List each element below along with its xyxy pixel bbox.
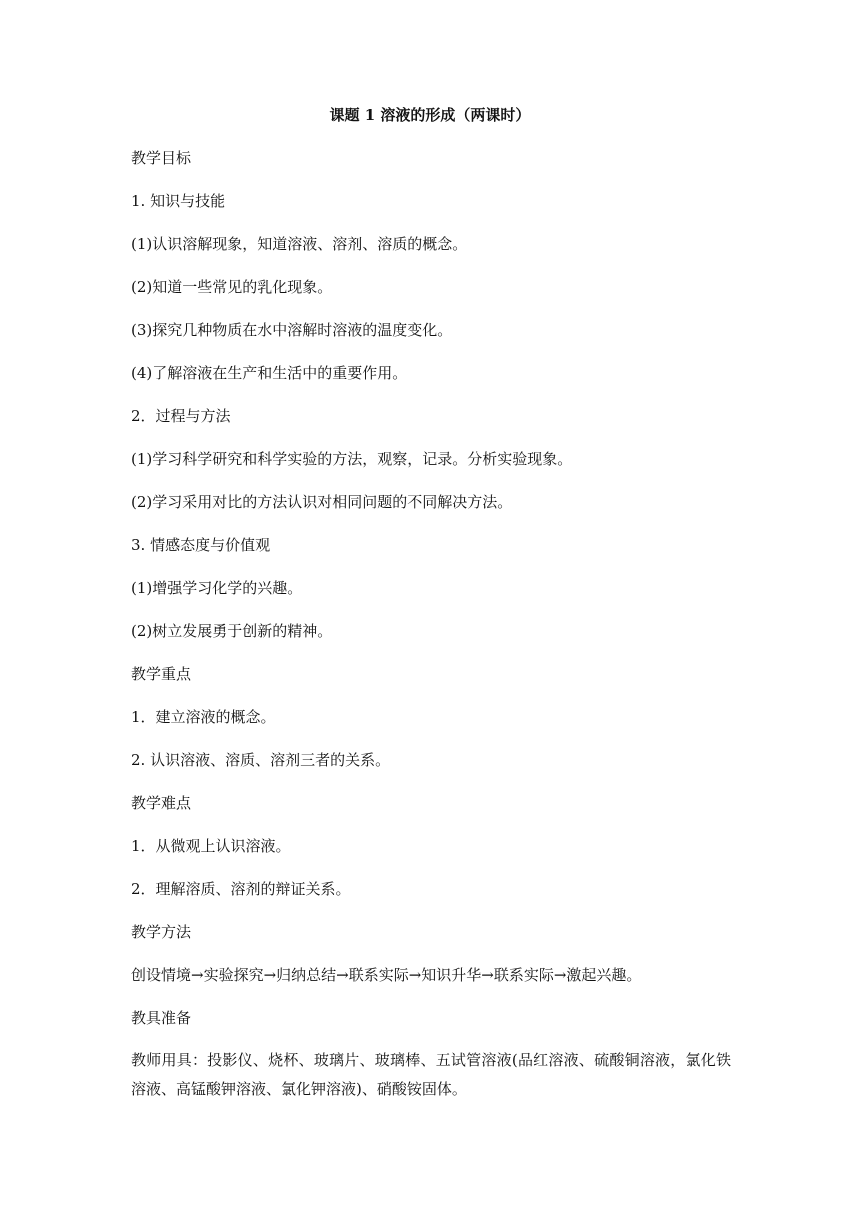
teaching-aids-paragraph: 教师用具：投影仪、烧杯、玻璃片、玻璃棒、五试管溶液(品红溶液、硫酸铜溶液，氯化铁溶液、高锰酸钾溶液、氯化钾溶液)、硝酸铵固体。 [131, 1051, 731, 1098]
heading-difficulties: 教学难点 [131, 794, 192, 812]
heading-teaching-objectives: 教学目标 [131, 149, 192, 167]
heading-key-points: 教学重点 [131, 665, 192, 683]
objective-item: (3)探究几种物质在水中溶解时溶液的温度变化。 [131, 321, 453, 339]
objective-item: (1)学习科学研究和科学实验的方法，观察，记录。分析实验现象。 [131, 450, 573, 468]
objective-item: (4)了解溶液在生产和生活中的重要作用。 [131, 364, 408, 382]
key-point-item: 2. 认识溶液、溶质、溶剂三者的关系。 [131, 751, 391, 769]
heading-teaching-aids: 教具准备 [131, 1009, 192, 1027]
objective-item: (2)学习采用对比的方法认识对相同问题的不同解决方法。 [131, 493, 513, 511]
difficulty-item: 2．理解溶质、溶剂的辩证关系。 [131, 880, 351, 898]
objective-item: (1)认识溶解现象，知道溶液、溶剂、溶质的概念。 [131, 235, 468, 253]
objective-item: (1)增强学习化学的兴趣。 [131, 579, 303, 597]
document-title: 课题 1 溶液的形成（两课时） [329, 106, 531, 124]
teaching-method-text: 创设情境→实验探究→归纳总结→联系实际→知识升华→联系实际→激起兴趣。 [131, 966, 642, 984]
subheading-process-method: 2．过程与方法 [131, 407, 231, 425]
subheading-knowledge-skills: 1. 知识与技能 [131, 192, 226, 210]
subheading-attitude-values: 3. 情感态度与价值观 [131, 536, 271, 554]
objective-item: (2)树立发展勇于创新的精神。 [131, 622, 333, 640]
heading-teaching-methods: 教学方法 [131, 923, 192, 941]
key-point-item: 1．建立溶液的概念。 [131, 708, 276, 726]
difficulty-item: 1．从微观上认识溶液。 [131, 837, 291, 855]
objective-item: (2)知道一些常见的乳化现象。 [131, 278, 333, 296]
